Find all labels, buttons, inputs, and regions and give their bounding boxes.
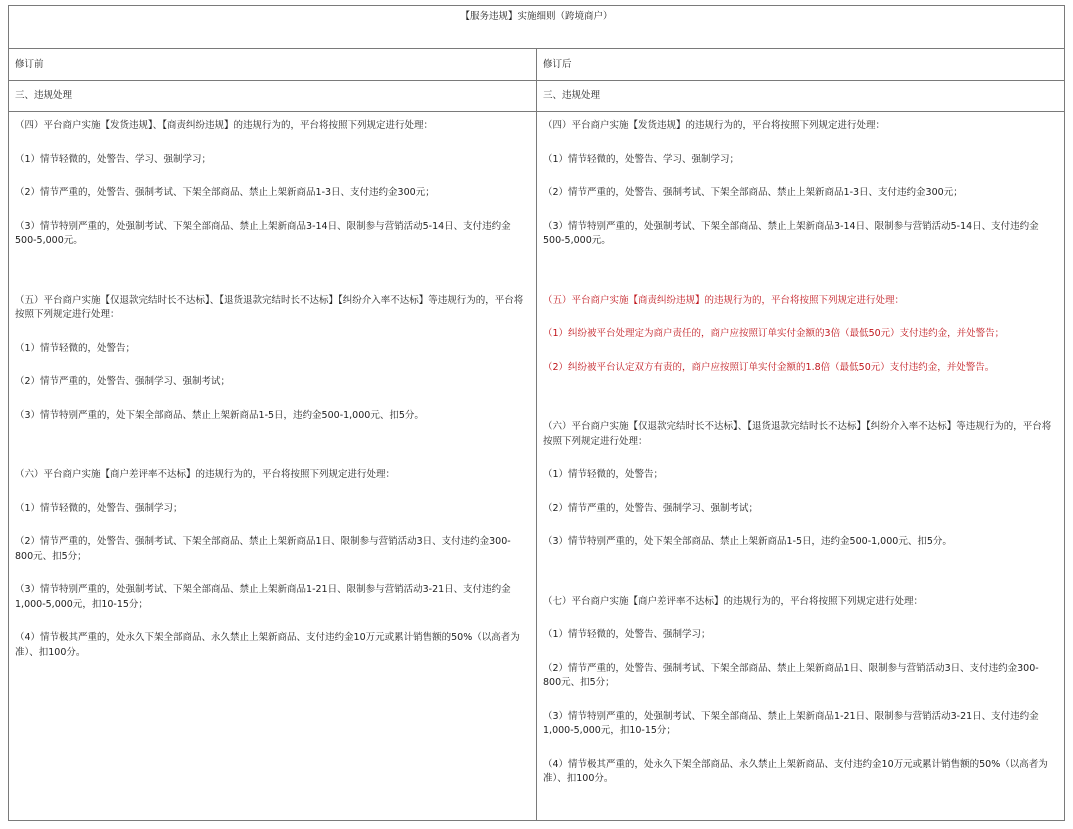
clause-paragraph: （3）情节特别严重的，处下架全部商品、禁止上架新商品1-5日，违约金500-1,000元、扣5分。 <box>15 409 424 421</box>
clause-paragraph: （1）情节轻微的，处警告、强制学习； <box>543 629 711 640</box>
section-heading-after: 三、违规处理 <box>543 90 601 101</box>
clause-paragraph: （四）平台商户实施【发货违规】的违规行为的，平台将按照下列规定进行处理： <box>543 120 886 131</box>
clause-paragraph: （3）情节特别严重的，处强制考试、下架全部商品、禁止上架新商品1-21日、限制参与营销活动3-21日、支付违约金1,000-5,000元，扣10-15分； <box>15 584 511 610</box>
clause-paragraph: （2）情节严重的，处警告、强制学习、强制考试； <box>543 502 759 514</box>
clause-paragraph: （1）情节轻微的，处警告、学习、强制学习； <box>15 153 212 165</box>
column-header-after: 修订后 <box>543 59 572 70</box>
clause-paragraph: （2）情节严重的，处警告、强制考试、下架全部商品、禁止上架新商品1-3日、支付违约金300元； <box>15 187 435 198</box>
clause-paragraph: （2）情节严重的，处警告、强制考试、下架全部商品、禁止上架新商品1日、限制参与营销活动3日、支付违约金300-800元、扣5分； <box>543 662 1039 688</box>
clause-paragraph: （六）平台商户实施【仅退款完结时长不达标】、【退货退款完结时长不达标】【纠纷介入率不达标】等违规行为的，平台将按照下列规定进行处理： <box>543 421 1052 447</box>
clause-paragraph: （1）情节轻微的，处警告； <box>543 469 664 480</box>
clause-paragraph: （2）情节严重的，处警告、强制考试、下架全部商品、禁止上架新商品1-3日、支付违约金300元； <box>543 187 963 198</box>
clause-paragraph: （3）情节特别严重的，处强制考试、下架全部商品、禁止上架新商品3-14日、限制参与营销活动5-14日、支付违约金500-5,000元。 <box>543 220 1039 246</box>
after-clauses <box>543 119 1053 806</box>
clause-paragraph: （1）情节轻微的，处警告、学习、强制学习； <box>543 153 740 165</box>
section-heading-before: 三、违规处理 <box>15 90 73 101</box>
comparison-table <box>8 5 1065 821</box>
clause-paragraph: （五）平台商户实施【商责纠纷违规】的违规行为的，平台将按照下列规定进行处理： <box>543 294 905 306</box>
clause-paragraph: （4）情节极其严重的，处永久下架全部商品、永久禁止上架新商品、支付违约金10万元或累计销售额的50%（以高者为准）、扣100分。 <box>543 758 1048 784</box>
clause-paragraph: （七）平台商户实施【商户差评率不达标】的违规行为的，平台将按照下列规定进行处理： <box>543 595 924 607</box>
clause-paragraph: （五）平台商户实施【仅退款完结时长不达标】、【退货退款完结时长不达标】【纠纷介入率不达标】等违规行为的，平台将按照下列规定进行处理： <box>15 294 524 320</box>
clause-paragraph: （六）平台商户实施【商户差评率不达标】的违规行为的，平台将按照下列规定进行处理： <box>15 469 396 480</box>
clause-paragraph: （3）情节特别严重的，处强制考试、下架全部商品、禁止上架新商品3-14日、限制参与营销活动5-14日、支付违约金500-5,000元。 <box>15 220 511 246</box>
clause-paragraph: （1）纠纷被平台处理定为商户责任的，商户应按照订单实付金额的3倍（最低50元）支付违约金，并处警告； <box>543 328 1005 339</box>
column-divider <box>536 49 537 820</box>
clause-paragraph: （2）情节严重的，处警告、强制学习、强制考试； <box>15 376 231 387</box>
clause-paragraph: （1）情节轻微的，处警告； <box>15 342 136 354</box>
clause-paragraph: （2）纠纷被平台认定双方有责的，商户应按照订单实付金额的1.8倍（最低50元）支付违约金，并处警告。 <box>543 361 995 373</box>
clause-paragraph: （1）情节轻微的，处警告、强制学习； <box>15 502 183 514</box>
clause-paragraph: （四）平台商户实施【发货违规】、【商责纠纷违规】的违规行为的，平台将按照下列规定进行处理： <box>15 120 434 131</box>
clause-paragraph: （2）情节严重的，处警告、强制考试、下架全部商品、禁止上架新商品1日、限制参与营销活动3日、支付违约金300-800元、扣5分； <box>15 536 511 562</box>
before-clauses <box>15 119 525 679</box>
column-header-before: 修订前 <box>15 59 44 70</box>
clause-paragraph: （3）情节特别严重的，处强制考试、下架全部商品、禁止上架新商品1-21日、限制参与营销活动3-21日、支付违约金1,000-5,000元，扣10-15分； <box>543 710 1039 736</box>
table-title: 【服务违规】实施细则（跨境商户） <box>460 11 613 22</box>
clause-paragraph: （4）情节极其严重的，处永久下架全部商品、永久禁止上架新商品、支付违约金10万元或累计销售额的50%（以高者为准）、扣100分。 <box>15 632 520 658</box>
clause-paragraph: （3）情节特别严重的，处下架全部商品、禁止上架新商品1-5日，违约金500-1,000元、扣5分。 <box>543 536 952 547</box>
